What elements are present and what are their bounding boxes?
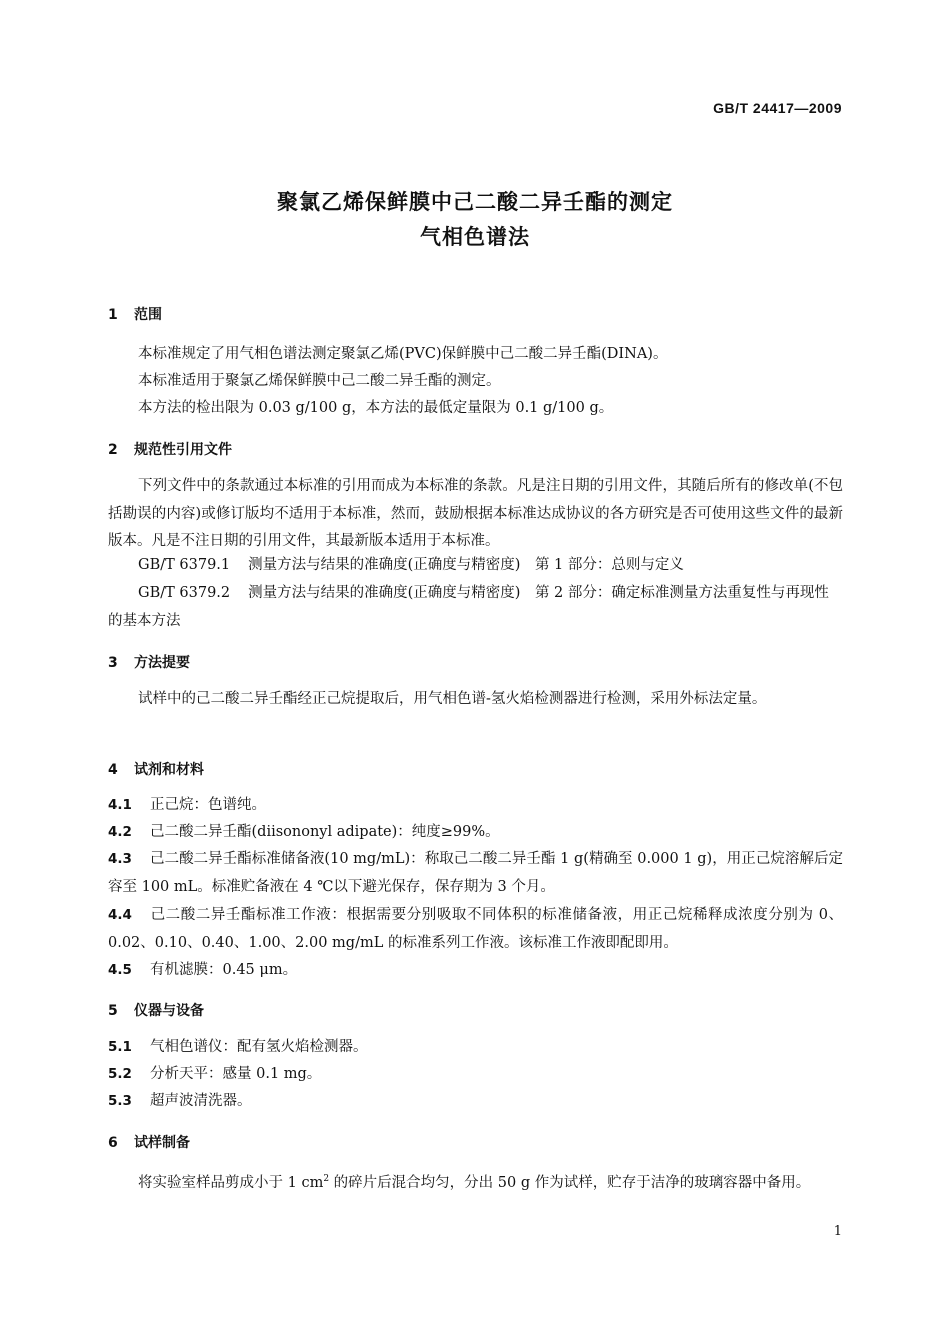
reference-title: 测量方法与结果的准确度(正确度与精密度) 第 2 部分：确定标准测量方法重复性与再现性的基本方法 [108,585,829,629]
section-number: 1 [108,307,118,323]
scope-paragraph-3: 本方法的检出限为 0.03 g/100 g，本方法的最低定量限为 0.1 g/100 g。 [138,400,614,416]
equipment-item [108,1061,843,1089]
item-text: 超声波清洗器。 [150,1093,252,1109]
reference-code: GB/T 6379.2 [138,585,231,601]
item-text: 正己烷：色谱纯。 [150,797,266,813]
equipment-item [108,1088,843,1116]
section-title: 试样制备 [134,1135,190,1151]
section-title: 方法提要 [134,655,190,671]
reference-title: 测量方法与结果的准确度(正确度与精密度) 第 1 部分：总则与定义 [248,557,684,573]
section-number: 4 [108,762,118,778]
item-text: 己二酸二异壬酯标准储备液(10 mg/mL)：称取己二酸二异壬酯 1 g(精确至 0.000 1 g)，用正己烷溶解后定容至 100 mL。标准贮备液在 4 ℃以下避光保存，保存期为 3 个月。 [108,851,843,895]
document-title: 聚氯乙烯保鲜膜中己二酸二异壬酯的测定 [277,190,673,214]
section-heading-scope [108,304,162,324]
reference-code: GB/T 6379.1 [138,557,231,573]
scope-paragraph-1: 本标准规定了用气相色谱法测定聚氯乙烯(PVC)保鲜膜中己二酸二异壬酯(DINA)。 [138,346,668,362]
item-text: 有机滤膜：0.45 μm。 [150,962,298,978]
sample-prep-paragraph [108,1166,843,1197]
normative-reference [108,580,843,635]
sample-prep-text: 的碎片后混合均匀，分出 50 g 作为试样，贮存于洁净的玻璃容器中备用。 [329,1174,811,1191]
item-number: 5.3 [108,1093,132,1109]
normative-intro: 下列文件中的条款通过本标准的引用而成为本标准的条款。凡是注日期的引用文件，其随后所有的修改单(不包括勘误的内容)或修订版均不适用于本标准，然而，鼓励根据本标准达成协议的各方研究是否可使用这些文件的最新版本。凡是不注日期的引用文件，其最新版本适用于本标准。 [108,478,843,549]
item-text: 气相色谱仪：配有氢火焰检测器。 [150,1039,368,1055]
section-number: 6 [108,1135,118,1151]
section-number: 3 [108,655,118,671]
item-number: 5.1 [108,1039,132,1055]
item-number: 4.3 [108,851,132,867]
item-number: 4.2 [108,824,132,840]
item-text: 己二酸二异壬酯标准工作液：根据需要分别吸取不同体积的标准储备液，用正己烷稀释成浓度分别为 0、0.02、0.10、0.40、1.00、2.00 mg/mL 的标准系列工作液。该标准工作液即配即用。 [108,907,843,951]
page-number: 1 [833,1224,842,1239]
section-number: 2 [108,442,118,458]
section-number: 5 [108,1003,118,1019]
reagent-item [108,957,843,985]
sample-prep-text: 将实验室样品剪成小于 1 cm [138,1174,324,1191]
section-title: 仪器与设备 [134,1003,204,1019]
scope-paragraph-2: 本标准适用于聚氯乙烯保鲜膜中己二酸二异壬酯的测定。 [138,373,501,389]
item-number: 4.5 [108,962,132,978]
section-title: 试剂和材料 [134,762,204,778]
document-subtitle: 气相色谱法 [420,225,530,249]
item-text: 分析天平：感量 0.1 mg。 [150,1066,322,1082]
normative-reference [108,552,843,580]
section-heading-normative [108,439,232,459]
reagent-item [108,902,843,957]
section-title: 范围 [134,307,162,323]
item-number: 5.2 [108,1066,132,1082]
section-heading-equipment [108,1000,204,1020]
equipment-item [108,1034,843,1062]
section-heading-sample-prep [108,1132,190,1152]
reagent-item [108,846,843,901]
reagent-item [108,819,843,847]
method-paragraph: 试样中的己二酸二异壬酯经正己烷提取后，用气相色谱-氢火焰检测器进行检测，采用外标法定量。 [138,691,767,707]
standard-code: GB/T 24417—2009 [713,100,842,116]
section-heading-reagents [108,759,204,779]
section-heading-method [108,652,190,672]
section-title: 规范性引用文件 [134,442,232,458]
superscript: 2 [323,1174,330,1184]
reagent-item [108,792,843,820]
item-number: 4.1 [108,797,132,813]
item-number: 4.4 [108,907,132,923]
item-text: 己二酸二异壬酯(diisononyl adipate)：纯度≥99%。 [150,824,500,840]
